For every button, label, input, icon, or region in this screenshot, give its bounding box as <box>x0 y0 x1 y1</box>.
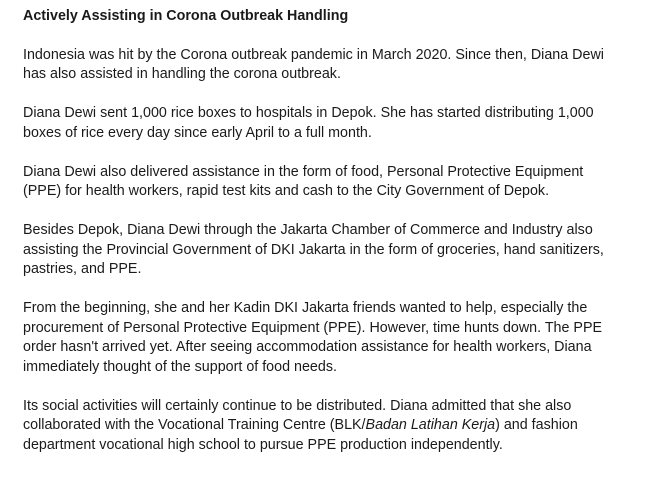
paragraph-2 <box>23 104 653 143</box>
text-run: collaborated with the Vocational Training Centre (BLK/ <box>23 417 366 433</box>
paragraph-line: (PPE) for health workers, rapid test kits and cash to the City Government of Depok. <box>23 183 550 199</box>
paragraph-line: boxes of rice every day since early April to a full month. <box>23 124 372 141</box>
paragraph-line: assisting the Provincial Government of DKI Jakarta in the form of groceries, hand sanitizers, <box>23 241 604 258</box>
paragraph-line: department vocational high school to pursue PPE production independently. <box>23 436 503 453</box>
paragraph-line: Its social activities will certainly continue to be distributed. Diana admitted that she also <box>23 397 572 414</box>
paragraph-line: Besides Depok, Diana Dewi through the Jakarta Chamber of Commerce and Industry also <box>23 222 593 238</box>
paragraph-3 <box>23 163 653 202</box>
paragraph-line: procurement of Personal Protective Equipment (PPE). However, time hunts down. The PPE <box>23 319 603 336</box>
document-body <box>23 7 653 475</box>
paragraph-line: has also assisted in handling the corona outbreak. <box>23 66 341 82</box>
paragraph-line: immediately thought of the support of food needs. <box>23 358 337 375</box>
paragraph-line: pastries, and PPE. <box>23 261 142 277</box>
paragraph-line: Indonesia was hit by the Corona outbreak pandemic in March 2020. Since then, Diana Dewi <box>23 46 604 63</box>
paragraph-line-mixed <box>23 416 653 436</box>
paragraph-1 <box>23 46 653 85</box>
italic-term: Badan Latihan Kerja <box>365 417 496 433</box>
paragraph-line: order hasn't arrived yet. After seeing accommodation assistance for health workers, Diana <box>23 339 592 355</box>
paragraph-line: Diana Dewi also delivered assistance in the form of food, Personal Protective Equipment <box>23 163 584 180</box>
paragraph-line: From the beginning, she and her Kadin DKI Jakarta friends wanted to help, especially the <box>23 300 588 316</box>
text-run: ) and fashion <box>495 417 578 433</box>
paragraph-6 <box>23 397 653 456</box>
document-title: Actively Assisting in Corona Outbreak Handling <box>23 8 349 24</box>
paragraph-4 <box>23 221 653 280</box>
paragraph-5 <box>23 299 653 377</box>
paragraph-line: Diana Dewi sent 1,000 rice boxes to hospitals in Depok. She has started distributing 1,000 <box>23 105 594 121</box>
